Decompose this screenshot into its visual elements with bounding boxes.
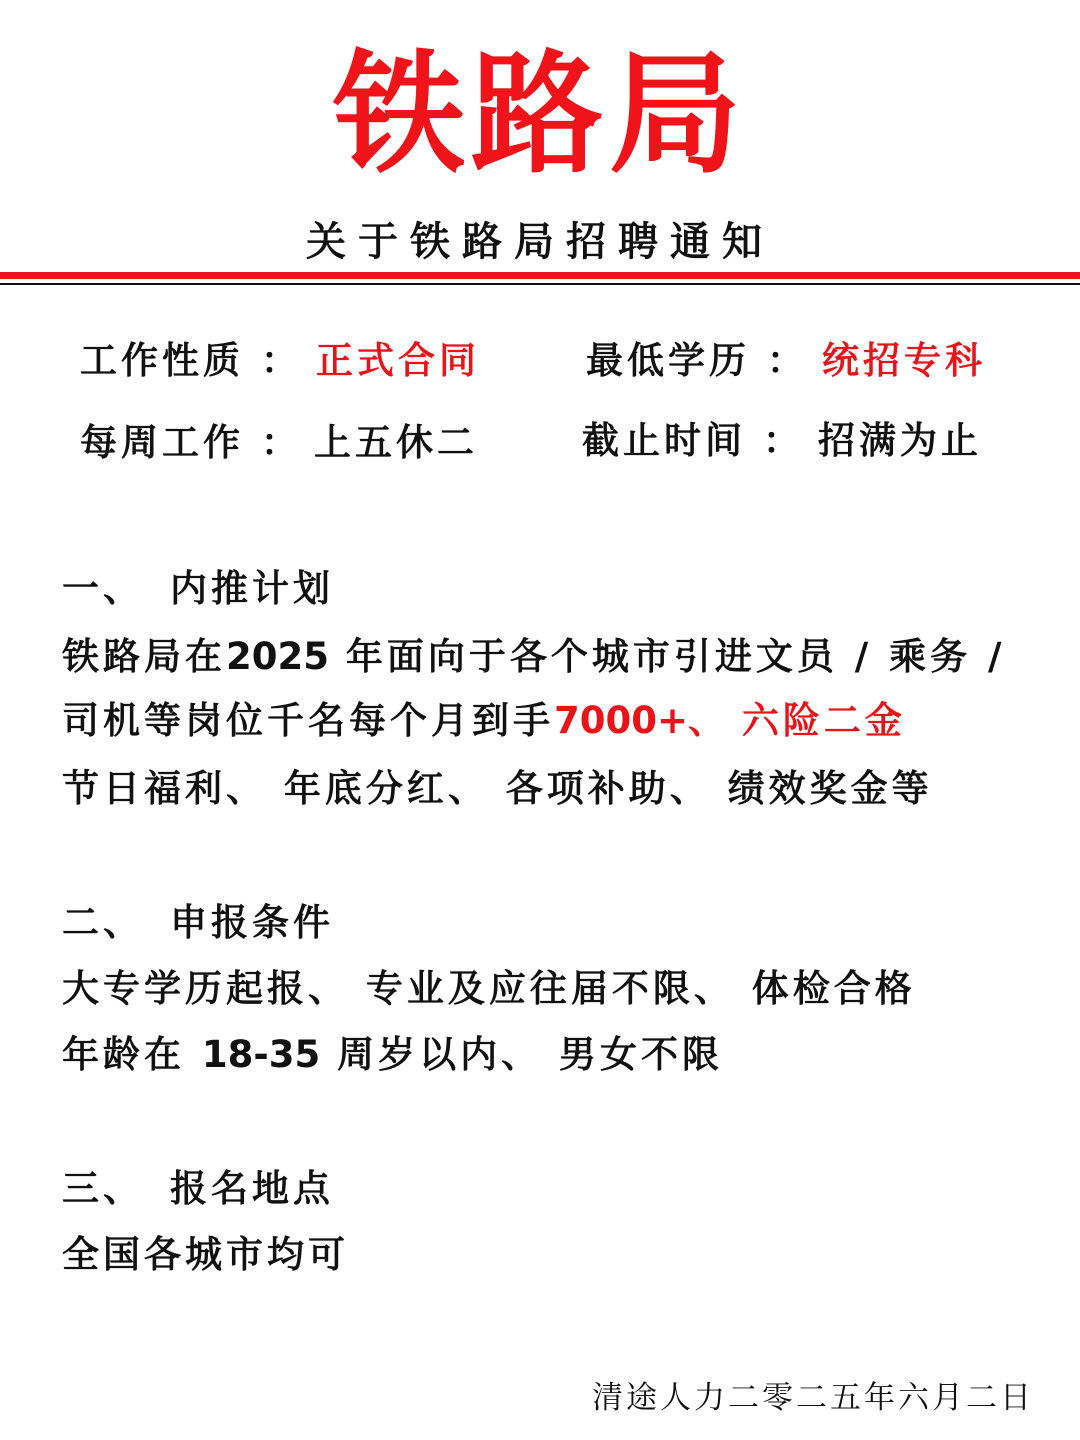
section-title: 申报条件 (170, 900, 334, 944)
body-text: 年面向于各个城市引进文员 / 乘务 / (345, 634, 1006, 678)
age-range: 18-35 (201, 1033, 321, 1076)
body-text: 周岁以内、 男女不限 (337, 1032, 724, 1076)
salary-highlight: 7000+、 (554, 699, 725, 742)
body-text: 司机等岗位千名每个月到手 (62, 698, 554, 742)
body-line: 全国各城市均可 (62, 1232, 349, 1276)
section-title: 内推计划 (170, 566, 334, 610)
footer-signature: 清途人力二零二五年六月二日 (592, 1380, 1034, 1416)
deadline-value: 招满为止 (818, 418, 982, 462)
section-heading (62, 896, 334, 948)
min-education-value: 统招专科 (822, 338, 986, 382)
job-nature-label: 工作性质 ： (80, 338, 302, 382)
section-number: 一、 (62, 566, 144, 610)
deadline-label: 截止时间 ： (582, 418, 804, 462)
year-text: 2025 (226, 635, 329, 678)
body-line: 节日福利、 年底分红、 各项补助、 绩效奖金等 (62, 766, 933, 810)
red-divider (0, 272, 1080, 279)
notice-subtitle: 关于铁路局招聘通知 (306, 218, 774, 265)
body-line (62, 1028, 723, 1081)
section-title: 报名地点 (170, 1166, 334, 1210)
section-number: 三、 (62, 1166, 144, 1210)
weekly-work-label: 每周工作 ： (80, 420, 302, 464)
body-text: 年龄在 (62, 1032, 185, 1076)
page-title: 铁路局 (333, 38, 747, 192)
section-heading (62, 562, 334, 614)
body-line (62, 694, 906, 747)
black-divider (0, 283, 1080, 285)
job-nature-value: 正式合同 (316, 338, 480, 382)
min-education-label: 最低学历 ： (586, 338, 808, 382)
section-heading (62, 1162, 334, 1214)
section-number: 二、 (62, 900, 144, 944)
weekly-work-value: 上五休二 (314, 420, 478, 464)
body-line: 大专学历起报、 专业及应往届不限、 体检合格 (62, 966, 916, 1010)
body-text: 铁路局在 (62, 634, 226, 678)
body-line (62, 630, 1006, 683)
benefit-highlight: 六险二金 (741, 698, 906, 742)
